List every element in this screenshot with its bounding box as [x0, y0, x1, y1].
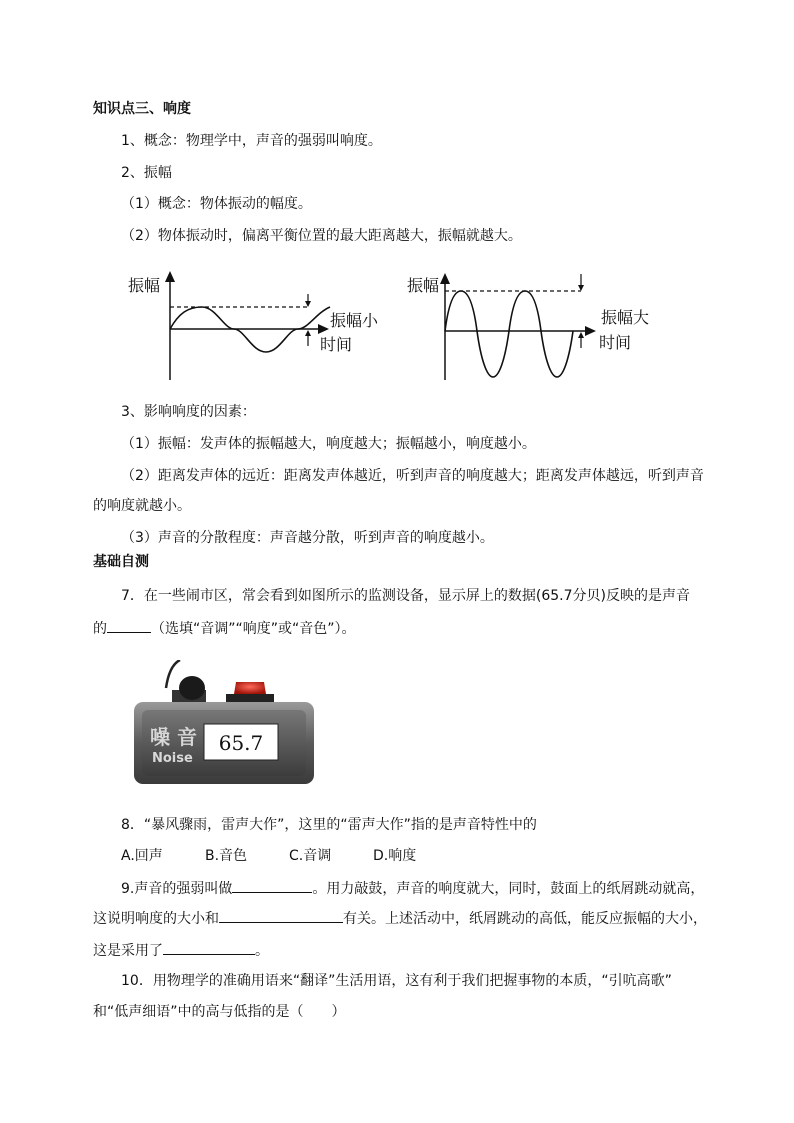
y-axis-label: 振幅 — [407, 276, 440, 295]
noise-monitor-device — [132, 660, 316, 786]
large-amplitude-wave-figure — [405, 270, 665, 382]
x-axis-label: 时间 — [599, 333, 632, 352]
q8-option-d[interactable]: D.响度 — [373, 848, 417, 864]
x-axis-arrow — [585, 326, 596, 336]
small-amplitude-wave-figure — [120, 268, 390, 384]
practice-title: 基础自测 — [93, 554, 149, 570]
q8-stem: 8．“暴风骤雨，雷声大作”，这里的“雷声大作”指的是声音特性中的 — [121, 817, 537, 833]
amplitude-rule: （2）物体振动时，偏离平衡位置的最大距离越大，振幅就越大。 — [121, 228, 522, 244]
x-axis-label: 时间 — [320, 335, 353, 354]
amplitude-heading: 2、振幅 — [121, 165, 172, 181]
microphone-cable — [166, 660, 180, 688]
sine-wave — [445, 291, 573, 377]
y-axis-arrow — [165, 271, 175, 282]
q9-answer-blank-3[interactable] — [163, 940, 255, 955]
section-title: 知识点三、响度 — [93, 101, 191, 117]
y-axis-arrow — [440, 273, 450, 284]
x-axis-arrow — [318, 324, 329, 334]
q10-line1: 10．用物理学的准确用语来“翻译”生活用语，这有利于我们把握事物的本质，“引吭高歌” — [121, 973, 672, 989]
microphone-icon — [179, 676, 205, 700]
q8-option-b[interactable]: B.音色 — [205, 848, 248, 864]
amplitude-label: 振幅大 — [601, 308, 650, 327]
factor-distance-line1: （2）距离发声体的远近：距离发声体越近，听到声音的响度越大；距离发声体越远，听到声音 — [121, 468, 704, 484]
q7-line1: 7．在一些闹市区，常会看到如图所示的监测设备，显示屏上的数据(65.7分贝)反映的是声音 — [121, 588, 691, 604]
q7-answer-blank[interactable] — [107, 618, 151, 633]
amplitude-label: 振幅小 — [330, 311, 379, 330]
device-label-en: Noise — [152, 751, 193, 766]
device-reading: 65.7 — [218, 731, 264, 755]
q9-answer-blank-2[interactable] — [219, 908, 343, 923]
factor-amplitude: （1）振幅：发声体的振幅越大，响度越大；振幅越小，响度越小。 — [121, 436, 536, 452]
amplitude-definition: （1）概念：物体振动的幅度。 — [121, 196, 312, 212]
q9-line1: 9.声音的强弱叫做 。用力敲鼓，声音的响度就大，同时，鼓面上的纸屑跳动就高， — [121, 878, 704, 899]
q9-line3: 这是采用了 。 — [93, 940, 269, 961]
alarm-lamp-icon — [234, 682, 266, 694]
device-label-cn: 噪 音 — [150, 725, 197, 749]
q8-option-c[interactable]: C.音调 — [289, 848, 332, 864]
factor-dispersion: （3）声音的分散程度：声音越分散，听到声音的响度越小。 — [121, 530, 494, 546]
q10-line2: 和“低声细语”中的高与低指的是（ ） — [93, 1004, 346, 1020]
q9-line2: 这说明响度的大小和 有关。上述活动中，纸屑跳动的高低，能反应振幅的大小， — [93, 908, 707, 929]
q7-line2: 的 （选填“音调”“响度”或“音色”）。 — [93, 618, 356, 639]
q9-answer-blank-1[interactable] — [232, 878, 312, 893]
loudness-concept: 1、概念：物理学中，声音的强弱叫响度。 — [121, 133, 382, 149]
factors-heading: 3、影响响度的因素： — [121, 404, 256, 420]
factor-distance-line2: 的响度就越小。 — [93, 498, 191, 514]
y-axis-label: 振幅 — [128, 276, 161, 295]
q8-option-a[interactable]: A.回声 — [121, 848, 163, 864]
